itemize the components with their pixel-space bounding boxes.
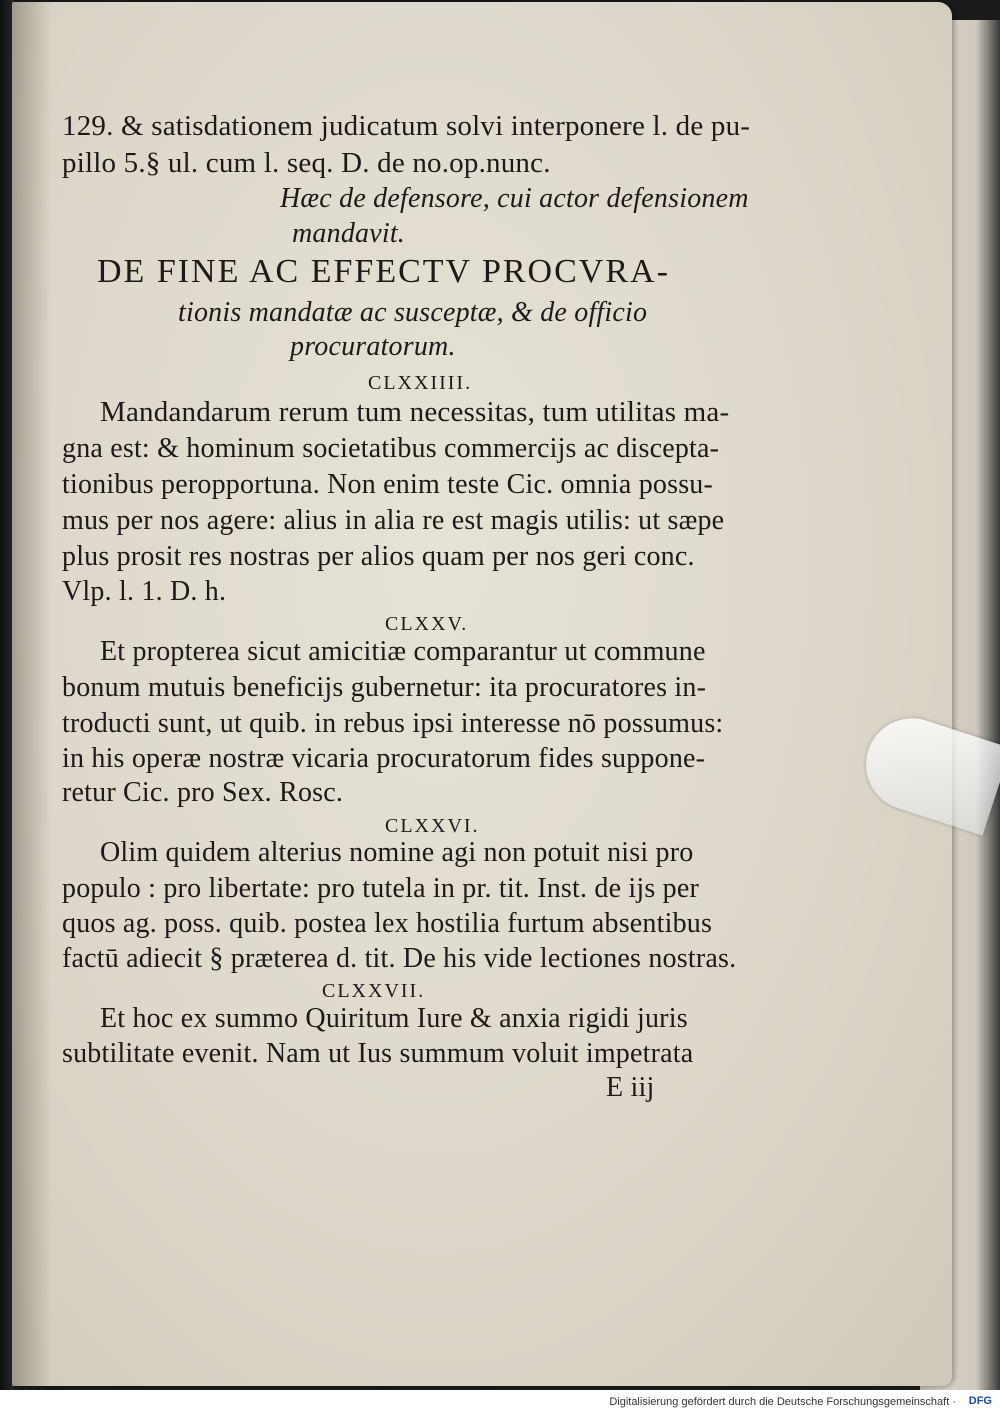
gutter-shadow xyxy=(12,2,52,1386)
text-line: 129. & satisdationem judicatum solvi interponere l. de pu- xyxy=(62,110,751,142)
text-line: plus prosit res nostras per alios quam per nos geri conc. xyxy=(62,541,695,572)
footer-bar xyxy=(0,1390,1000,1416)
section-heading: DE FINE AC EFFECTV PROCVRA- xyxy=(97,253,670,290)
text-line: Hæc de defensore, cui actor defensionem xyxy=(280,183,749,214)
section-numeral: CLXXVII. xyxy=(322,980,426,1002)
text-line: retur Cic. pro Sex. Rosc. xyxy=(62,777,344,808)
text-line: pillo 5.§ ul. cum l. seq. D. de no.op.nunc. xyxy=(62,147,551,179)
text-line: subtilitate evenit. Nam ut Ius summum voluit impetrata xyxy=(62,1038,694,1069)
section-numeral: CLXXIIII. xyxy=(368,372,473,394)
text-line: mus per nos agere: alius in alia re est magis utilis: ut sæpe xyxy=(62,505,725,536)
text-line: factū adiecit § præterea d. tit. De his vide lectiones nostras. xyxy=(62,943,737,974)
dfg-logo: DFG xyxy=(968,1395,992,1407)
section-numeral: CLXXVI. xyxy=(385,815,480,837)
section-subheading: tionis mandatæ ac susceptæ, & de officio xyxy=(178,297,648,328)
text-line: troducti sunt, ut quib. in rebus ipsi interesse nō possumus: xyxy=(62,708,724,739)
text-line: populo : pro libertate: pro tutela in pr. tit. Inst. de ijs per xyxy=(62,873,700,904)
section-subheading: procuratorum. xyxy=(290,331,456,362)
text-line: Et propterea sicut amicitiæ comparantur ut commune xyxy=(100,636,706,667)
text-line: in his operæ nostræ vicaria procuratorum fides suppone- xyxy=(62,743,706,774)
signature-mark: E iij xyxy=(606,1072,655,1103)
text-line: quos ag. poss. quib. postea lex hostilia furtum absentibus xyxy=(62,908,713,939)
digitization-credit: Digitalisierung gefördert durch die Deutsche Forschungsgemeinschaft · xyxy=(609,1396,956,1408)
text-line: Et hoc ex summo Quiritum Iure & anxia rigidi juris xyxy=(100,1003,688,1034)
section-numeral: CLXXV. xyxy=(385,613,469,635)
text-line: bonum mutuis beneficijs gubernetur: ita procuratores in- xyxy=(62,672,707,703)
text-line: mandavit. xyxy=(292,218,406,249)
text-line: Olim quidem alterius nomine agi non potuit nisi pro xyxy=(100,837,694,868)
text-line: Mandandarum rerum tum necessitas, tum utilitas ma- xyxy=(100,396,730,428)
text-line: Vlp. l. 1. D. h. xyxy=(62,576,227,607)
text-line: gna est: & hominum societatibus commercijs ac discepta- xyxy=(62,433,720,464)
text-line: tionibus peropportuna. Non enim teste Cic. omnia possu- xyxy=(62,469,714,500)
